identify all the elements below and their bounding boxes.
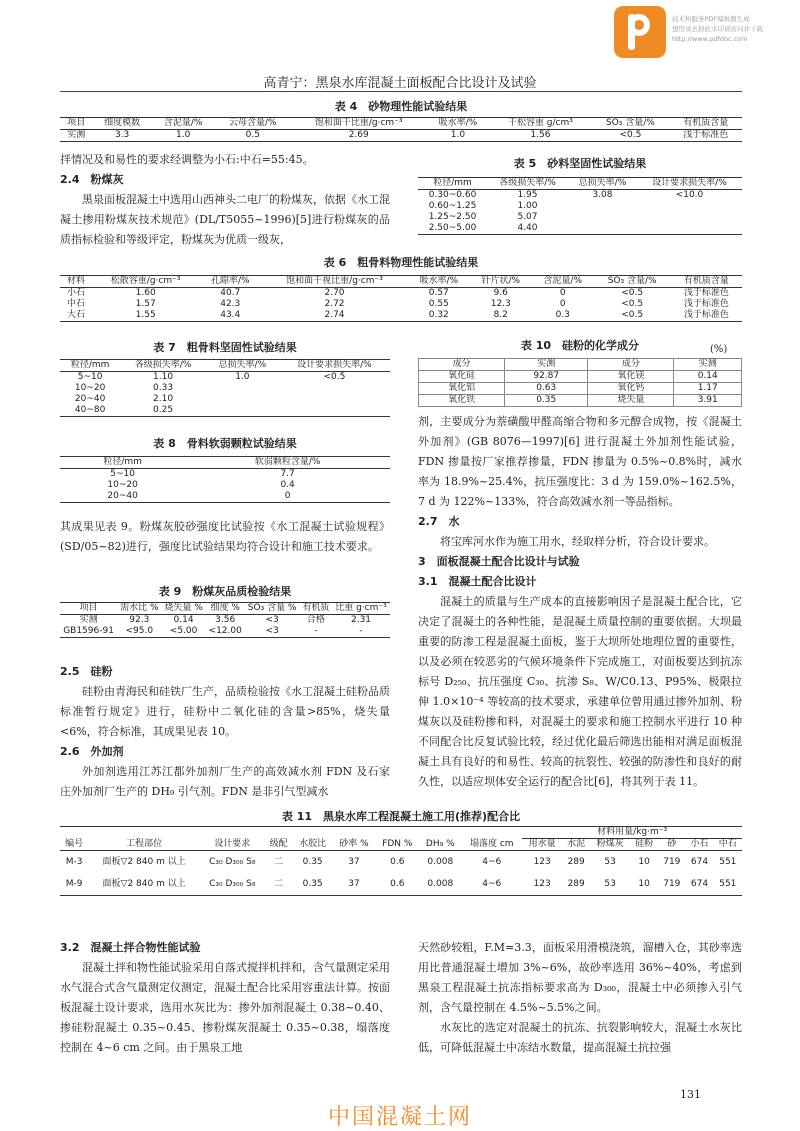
table6-cell: 浅于标准色	[683, 310, 729, 320]
table7-row	[60, 372, 390, 384]
table11-cell: 719	[663, 856, 681, 867]
table4-header-cell: 项目	[60, 118, 93, 130]
table11-cell: C₃₀ D₃₀₀ S₈	[209, 878, 256, 889]
table5-cell: 1.25~2.50	[428, 212, 477, 222]
table9-cell: -	[359, 626, 363, 636]
table10-header-cell: 成分	[588, 359, 674, 371]
table11-cell: C₃₀ D₃₀₀ S₈	[209, 856, 256, 867]
table5-header-cell: 设计要求损失率/%	[637, 178, 742, 190]
table6-cell: 大石	[67, 310, 86, 320]
table6-cell: 1.57	[135, 299, 156, 309]
table10-unit: (%)	[710, 344, 728, 355]
table6-cell: 浅于标准色	[683, 288, 729, 298]
table6-row	[60, 310, 742, 322]
table6-cell: 2.70	[324, 288, 345, 298]
table11-cell: 0.35	[302, 878, 323, 889]
table10-cell: 92.87	[505, 371, 588, 383]
table6-cell: 8.2	[493, 310, 508, 320]
table7-cell	[206, 405, 279, 417]
table11-header-cell: 粉煤灰	[590, 839, 630, 851]
table5	[418, 177, 742, 235]
table9-cell: GB1596-91	[63, 626, 114, 636]
table11-row	[60, 851, 742, 874]
table5-row	[418, 223, 742, 235]
table6-cell: 0.3	[555, 310, 570, 320]
table11-cell: 0.35	[302, 856, 323, 867]
table9-header-row	[60, 603, 390, 615]
table4-cell: <0.5	[619, 130, 642, 140]
table5-header-cell: 总损失率/%	[568, 178, 637, 190]
table11-cell: 0.6	[390, 878, 405, 889]
table4-row	[60, 130, 742, 142]
table11-cell: M-3	[65, 856, 83, 867]
table10-row	[419, 383, 742, 395]
table11-cell: 4~6	[482, 878, 502, 889]
table10-header-cell: 实测	[674, 359, 742, 371]
table6-row	[60, 288, 742, 300]
table10-cell: 1.17	[674, 383, 742, 395]
table4-cell: 1.0	[450, 130, 466, 140]
table5-cell: 2.50~5.00	[428, 223, 477, 233]
section-3-2-title: 3.2 混凝土拌合物性能试验	[60, 941, 201, 954]
table11-header-cell: 级配	[265, 839, 293, 851]
table11-header-cell: 砂率 %	[333, 839, 376, 851]
table11-cell: 二	[274, 856, 284, 867]
table6-cell: 0.32	[428, 310, 449, 320]
table10-cell: 氧化铁	[419, 395, 505, 407]
table7-row	[60, 394, 390, 405]
table4-cell: 2.69	[348, 130, 369, 140]
table4-cell: 浅于标准色	[683, 130, 729, 140]
section-2-4-title: 2.4 粉煤灰	[60, 173, 124, 186]
table6-cell: 43.4	[220, 310, 241, 320]
table7-cell: 2.10	[153, 394, 174, 404]
table6-cell: 0	[559, 299, 566, 309]
table11-group-spacer	[60, 827, 522, 839]
table9-cell: <5.00	[169, 626, 198, 636]
left-text-1: 拌情况及和易性的要求经调整为小石:中石=55:45。 2.4 粉煤灰 黑泉面板混凝土中选用山西神头二电厂的粉煤灰，依据《水工混凝土掺用粉煤灰技术规范》(DL/T5055~1996)[5]进行粉煤灰的品质指标检验和等级评定，粉煤灰为优质一级灰，	[60, 153, 390, 246]
table9-cell: 92.3	[129, 615, 150, 625]
table5-cell: 4.40	[517, 223, 538, 233]
table11-header-cell: 设计要求	[200, 839, 265, 851]
table5-cell: 0.30~0.60	[428, 190, 477, 200]
table7-cell: 0.25	[153, 405, 174, 415]
table7-header-cell: 设计要求损失率/%	[279, 360, 390, 372]
table4-header-cell: 细度模数	[93, 118, 152, 130]
table9-header-cell: 比重 g·cm⁻³	[332, 603, 390, 615]
table5-cell	[568, 212, 637, 223]
table11-cell: 10	[638, 878, 650, 889]
table5-cell: 3.08	[592, 190, 613, 200]
table11	[60, 826, 742, 896]
table9-header-cell: 烧失量 %	[161, 603, 205, 615]
table9-header-cell: SO₃ 含量 %	[245, 603, 300, 615]
table6-cell: 1.55	[135, 310, 156, 320]
table6-cell: <0.5	[621, 299, 644, 309]
table11-cell: 551	[719, 878, 737, 889]
table10-header-row	[419, 359, 742, 371]
table9-cell: <12.00	[208, 626, 242, 636]
table7-cell: 10~20	[74, 383, 106, 393]
table8	[60, 456, 390, 503]
table11-group-header: 材料用量/kg·m⁻³	[522, 827, 742, 839]
table8-header-cell: 粒径/mm	[60, 457, 185, 469]
table9-cell: <3	[265, 626, 279, 636]
table8-header-row	[60, 457, 390, 469]
table11-cell: 0.008	[427, 878, 454, 889]
table11-header-cell: 小石	[685, 839, 713, 851]
table7-row	[60, 405, 390, 417]
table5-header-row	[418, 178, 742, 190]
table11-cell: 0.008	[427, 856, 454, 867]
table5-cell	[637, 201, 742, 212]
table5-header-cell: 粒径/mm	[418, 178, 487, 190]
table10-cell: 0.63	[505, 383, 588, 395]
table10-cell: 氧化硅	[419, 371, 505, 383]
table11-header-cell: FDN %	[375, 839, 419, 851]
left-text-2: 其成果见表 9。粉煤灰胶砂强度比试验按《水工混凝土试验规程》(SD/05~82)进行，强度比试验结果均符合设计和施工技术要求。	[60, 520, 390, 553]
table11-cell: 面板▽2 840 m 以上	[102, 878, 186, 889]
table7-cell: 1.10	[153, 372, 174, 382]
table9-cell: <95.0	[125, 626, 154, 636]
table4-header-cell: 饱和面干比重/g·cm⁻³	[291, 118, 427, 130]
table10-cell: 0.35	[505, 395, 588, 407]
table6-header-cell: 松散容重/g·cm⁻³	[92, 276, 199, 288]
table11-cell: 53	[604, 856, 616, 867]
table9-header-cell: 有机质	[300, 603, 332, 615]
table11-header-cell: 水胶比	[293, 839, 333, 851]
table11-cell: 10	[638, 856, 650, 867]
section-3-title: 3 面板混凝土配合比设计与试验	[418, 555, 580, 568]
table4-cell: 3.3	[114, 130, 130, 140]
table8-header-cell: 软弱颗粒含量/%	[185, 457, 390, 469]
right-text-1: 剂，主要成分为萘磺酸甲醛高缩合物和多元醇合成物，按《混凝土外加剂》(GB 8076—1997)[6] 进行混凝土外加剂性能试验，FDN 掺量按厂家推荐掺量，FDN 掺量为 0.5%~0.8%时，减水率为 18.9%~25.4%，抗压强度比：3 d 为 159.0%~162.5%，7 d 为 122%~133%，符合高效减水剂一等品指标。 2.7 水 将宝库河水作为施工用水，经取样分析，符合设计要求。 3 面板混凝土配合比设计与试验 3.1 混凝土配合比设计 混凝土的质量与生产成本的直接影响因子是混凝土配合比，它决定了混凝土的各种性能，是混凝土质量控制的重要依据。大坝最重要的防渗工程是混凝土面板，鉴于大坝所处地理位置的重要性，以及必须在较恶劣的气候环境条件下完成施工，对面板要达到抗冻标号 D₂₅₀、抗压强度 C₃₀、抗渗 S₈、W/C0.13、P95%、极限拉伸 1.0×10⁻⁴ 等较高的技术要求，承建单位曾用通过掺外加剂、粉煤灰以及硅粉掺和料，对混凝土的要求和施工控制水平进行 10 种不同配合比反复试验比较，经过优化最后筛选出能相对满足面板混凝土具有良好的和易性、较高的抗裂性、较强的防渗性和良好的耐久性，以适应坝体安全运行的配合比[6]，将其列于表 11。	[418, 415, 742, 788]
table6-header-cell: 材料	[60, 276, 92, 288]
table11-header-cell: 硅粉	[630, 839, 658, 851]
table7-cell	[279, 405, 390, 417]
table6-cell: 浅于标准色	[683, 299, 729, 309]
table7-cell: 0.33	[153, 383, 174, 393]
table6-cell: 42.3	[220, 299, 241, 309]
table10-caption: 表 10 硅粉的化学成分	[520, 339, 640, 352]
table4-header-row	[60, 118, 742, 130]
table7-cell: 5~10	[77, 372, 103, 382]
table11-header-cell: 编号	[60, 839, 88, 851]
table11-cell: 37	[348, 856, 360, 867]
table6-cell: 40.7	[220, 288, 241, 298]
table4-header-cell: 云母含量/%	[215, 118, 291, 130]
table10-cell: 烧失量	[588, 395, 674, 407]
table4-header-cell: 吸水率/%	[426, 118, 489, 130]
table10-cell: 0.14	[674, 371, 742, 383]
table6-header-cell: 针片状/%	[470, 276, 532, 288]
table7-header-cell: 各级损失率/%	[120, 360, 206, 372]
table7-cell	[279, 394, 390, 405]
table10-header-cell: 成分	[419, 359, 505, 371]
table9-caption: 表 9 粉煤灰品质检验结果	[158, 585, 292, 598]
table7-cell	[206, 383, 279, 394]
table7-cell: 1.0	[235, 372, 250, 382]
section-2-7-title: 2.7 水	[418, 515, 460, 528]
table5-cell	[637, 223, 742, 235]
table6-cell: <0.5	[621, 288, 644, 298]
table10-row	[419, 371, 742, 383]
table4-header-cell: 干松容重 g/cm³	[489, 118, 591, 130]
table6-cell: 0.57	[428, 288, 449, 298]
table5-cell: 1.00	[517, 201, 538, 211]
table11-row	[60, 873, 742, 896]
table11-cell: 37	[348, 878, 360, 889]
pdf-logo-icon	[614, 6, 666, 58]
table9-cell: 实测	[79, 615, 98, 625]
table6-cell: 小石	[67, 288, 86, 298]
table5-cell	[568, 223, 637, 235]
table6-header-cell: 有机质含量	[671, 276, 742, 288]
table8-cell: 10~20	[107, 480, 138, 490]
table9-cell: <3	[265, 615, 279, 625]
table6-cell: 中石	[67, 299, 86, 309]
left-text-3: 2.5 硅粉 硅粉由青海民和硅铁厂生产，品质检验按《水工混凝土硅粉品质标准暂行规定》进行，硅粉中二氧化硅的含量>85%，烧失量<6%，符合标准，其成果见表 10。 2.6 外加剂 外加剂选用江苏江都外加剂厂生产的高效减水剂 FDN 及石家庄外加剂厂生产的 DH₉ 引气剂。FDN 是非引气型减水	[60, 662, 390, 802]
table5-row	[418, 190, 742, 202]
header-rule	[60, 91, 742, 92]
table9-cell: 2.31	[350, 615, 372, 625]
table9-cell: -	[314, 626, 318, 636]
table11-cell: 4~6	[482, 856, 502, 867]
table9-cell: 3.56	[215, 615, 236, 625]
table6-row	[60, 299, 742, 310]
table6-cell: 0.55	[428, 299, 449, 309]
table6-header-cell: 饱和面干视比重/g·cm⁻³	[261, 276, 408, 288]
running-title: 高青宁：黑泉水库混凝土面板配合比设计及试验	[263, 76, 537, 91]
table6	[60, 275, 742, 322]
table10-cell: 氧化铝	[419, 383, 505, 395]
table10-header-cell: 实测	[505, 359, 588, 371]
table4-caption: 表 4 砂物理性能试验结果	[334, 100, 468, 113]
table7-caption: 表 7 粗骨料坚固性试验结果	[153, 341, 297, 354]
table5-row	[418, 212, 742, 223]
table7-row	[60, 383, 390, 394]
table11-cell: 二	[274, 878, 284, 889]
section-2-5-title: 2.5 硅粉	[60, 665, 113, 678]
table6-header-row	[60, 276, 742, 288]
table4	[60, 117, 742, 142]
table11-caption: 表 11 黑泉水库工程混凝土施工用(推荐)配合比	[281, 810, 521, 823]
table11-cell: M-9	[65, 878, 83, 889]
table9-header-cell: 细度 %	[206, 603, 245, 615]
table5-cell: <10.0	[675, 190, 704, 200]
table11-cell: 123	[533, 856, 551, 867]
table11-header-cell: 砂	[658, 839, 685, 851]
table6-cell: 12.3	[490, 299, 511, 309]
table8-row	[60, 469, 390, 481]
table4-header-cell: 含泥量/%	[152, 118, 215, 130]
table6-cell: 2.72	[324, 299, 345, 309]
table5-cell	[568, 201, 637, 212]
table9-row	[60, 615, 390, 627]
table9-row	[60, 626, 390, 638]
table11-cell: 719	[663, 878, 681, 889]
table5-cell: 1.95	[517, 190, 538, 200]
table11-header-cell: 工程部位	[88, 839, 200, 851]
table8-cell: 5~10	[110, 469, 135, 479]
section-2-6-title: 2.6 外加剂	[60, 745, 124, 758]
table11-cell: 674	[690, 856, 709, 867]
bottom-left-text: 3.2 混凝土拌合物性能试验 混凝土拌和物性能试验采用自落式搅拌机拌和，含气量测定采用水气混合式含气量测定仪测定，混凝土配合比采用容重法计算。按面板混凝土设计要求，选用水灰比为：掺外加剂混凝土 0.38~0.40、掺硅粉混凝土 0.35~0.45、掺粉煤灰混凝土 0.35~0.38，塌落度控制在 4~6 cm 之间。由于黑泉工地	[60, 938, 390, 1058]
table4-header-cell: 有机质含量	[670, 118, 743, 130]
table10	[418, 358, 742, 407]
table10-cell: 氧化镁	[588, 371, 674, 383]
table11-cell: 289	[567, 856, 585, 867]
table8-row	[60, 491, 390, 503]
table5-header-cell: 各级损失率/%	[487, 178, 568, 190]
table9-cell: 合格	[306, 615, 325, 625]
table11-header-cell: 中石	[714, 839, 742, 851]
table9-header-cell: 项目	[60, 603, 117, 615]
table4-header-cell: SO₃ 含量/%	[591, 118, 669, 130]
table6-header-cell: SO₃ 含量/%	[594, 276, 671, 288]
table7-cell	[206, 394, 279, 405]
table5-cell: 5.07	[517, 212, 538, 222]
table10-cell: 氧化钙	[588, 383, 674, 395]
table5-row	[418, 201, 742, 212]
table10-cell: 3.91	[674, 395, 742, 407]
bottom-right-text: 天然砂较粗，F.M=3.3，面板采用滑模浇筑，溜槽入仓，其砂率选用比普通混凝土增加 3%~6%，故砂率选用 36%~40%，考虑到黑泉工程混凝土抗冻指标要求高为 D₃₀₀，混凝土中必须掺入引气剂，含气量控制在 4.5%~5.5%之间。 水灰比的选定对混凝土的抗冻、抗裂影响较大，混凝土水灰比低，可降低混凝土中冻结水数量，提高混凝土抗拉强	[418, 941, 742, 1054]
table11-cell: 123	[533, 878, 551, 889]
table7	[60, 359, 390, 417]
section-3-1-title: 3.1 混凝土配合比设计	[418, 575, 537, 588]
table11-header-cell: DH₉ %	[419, 839, 461, 851]
table5-cell	[637, 212, 742, 223]
table6-header-cell: 吸水率/%	[408, 276, 470, 288]
table4-cell: 1.0	[176, 130, 191, 140]
table4-cell: 0.5	[245, 130, 260, 140]
table5-caption: 表 5 砂料坚固性试验结果	[513, 157, 647, 170]
table7-cell	[279, 383, 390, 394]
table8-cell: 7.7	[280, 469, 295, 479]
table6-caption: 表 6 粗骨料物理性能试验结果	[323, 256, 479, 269]
table6-cell: 9.6	[493, 288, 508, 298]
table8-cell: 0.4	[280, 480, 295, 490]
table8-cell: 0	[284, 491, 291, 501]
table7-cell: 40~80	[74, 405, 106, 415]
table7-header-cell: 总损失率/%	[206, 360, 279, 372]
table11-cell: 0.6	[390, 856, 405, 867]
table6-cell: 1.60	[135, 288, 156, 298]
table11-header-cell: 塌落度 cm	[461, 839, 522, 851]
table7-cell: 20~40	[74, 394, 106, 404]
table6-header-cell: 孔隙率/%	[199, 276, 261, 288]
table8-row	[60, 480, 390, 491]
table8-cell: 20~40	[107, 491, 138, 501]
table6-cell: 2.74	[324, 310, 345, 320]
table10-row	[419, 395, 742, 407]
table11-header-row	[60, 839, 742, 851]
table7-header-cell: 粒径/mm	[60, 360, 120, 372]
page-number: 131	[680, 1088, 701, 1101]
table11-header-cell: 水泥	[562, 839, 590, 851]
table6-cell: <0.5	[621, 310, 644, 320]
table5-cell: 0.60~1.25	[428, 201, 477, 211]
logo-text: 技术和服务PDF编辑器生成 想用该去掉此水印请访问并下载 http://www.pdfdoc.com	[672, 15, 763, 43]
table6-header-cell: 含泥量/%	[532, 276, 594, 288]
table7-header-row	[60, 360, 390, 372]
table9-header-cell: 需水比 %	[117, 603, 161, 615]
table9	[60, 602, 390, 638]
table11-header-cell: 用水量	[522, 839, 562, 851]
table11-group-row	[60, 827, 742, 839]
table11-cell: 面板▽2 840 m 以上	[102, 856, 186, 867]
table4-cell: 1.56	[530, 130, 551, 140]
table8-caption: 表 8 骨料软弱颗粒试验结果	[153, 437, 297, 450]
table9-cell: 0.14	[173, 615, 194, 625]
table4-cell: 实测	[67, 130, 86, 140]
table7-cell: <0.5	[323, 372, 346, 382]
table11-cell: 289	[567, 878, 585, 889]
table6-cell: 0	[559, 288, 566, 298]
table11-cell: 551	[719, 856, 737, 867]
table11-cell: 674	[690, 878, 709, 889]
table11-cell: 53	[604, 878, 616, 889]
site-watermark: 中国混凝土网	[327, 1105, 472, 1130]
